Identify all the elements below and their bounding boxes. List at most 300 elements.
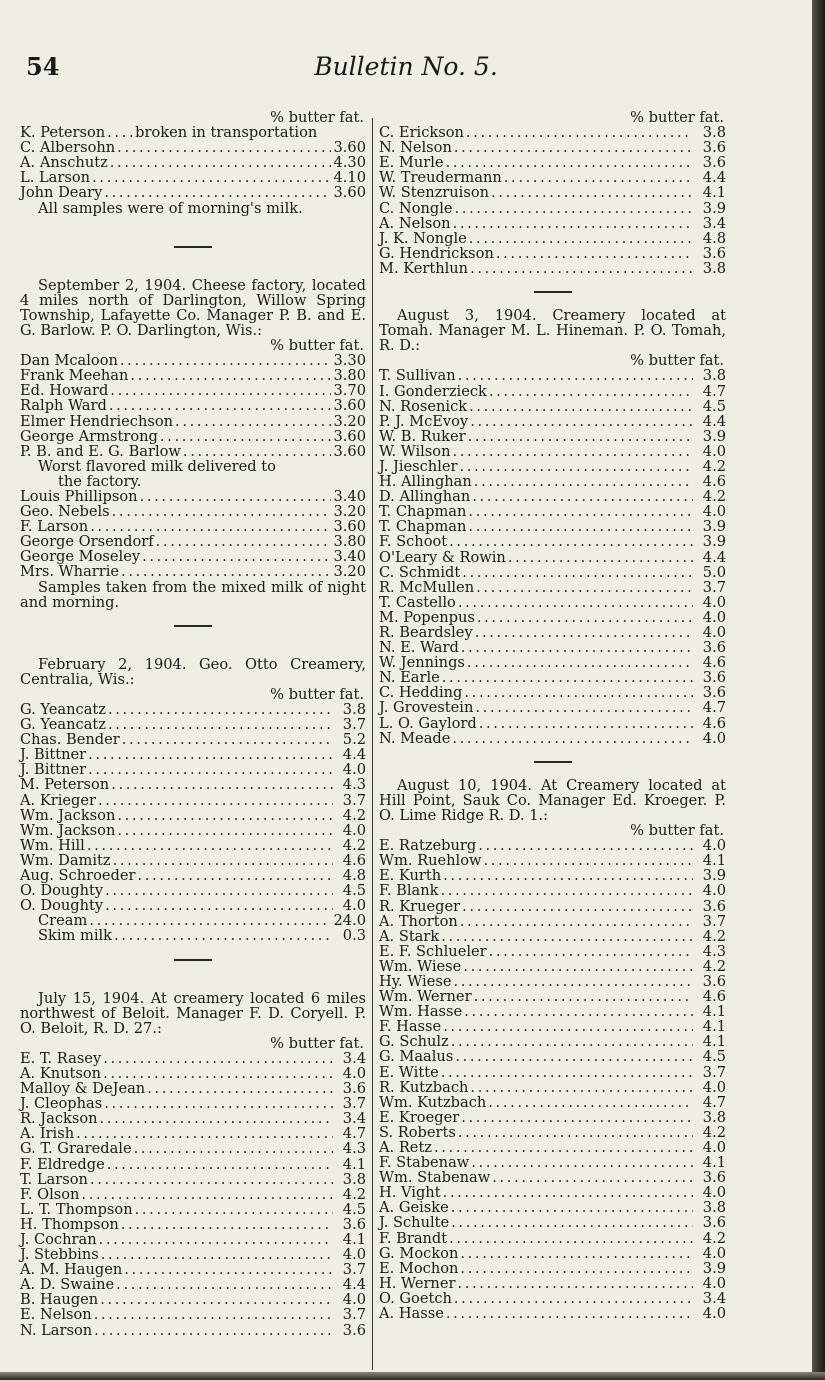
butter-fat-value: 3.6 — [342, 1321, 366, 1339]
butter-fat-value: 4.0 — [702, 442, 726, 460]
patron-name: Dan Mcaloon — [20, 352, 118, 370]
dot-leader — [105, 883, 333, 898]
table-row — [379, 914, 726, 929]
butter-fat-value: 4.0 — [702, 1305, 726, 1323]
table-row — [20, 504, 366, 519]
dot-leader — [462, 565, 693, 580]
dot-leader — [479, 716, 693, 731]
patron-name: Ed. Howard — [20, 382, 109, 400]
table-row — [20, 140, 366, 155]
dot-leader — [441, 929, 693, 944]
patron-name: Cream — [38, 912, 88, 930]
patron-name: R. Beardsley — [379, 624, 473, 641]
right-s1-rows — [379, 125, 726, 276]
table-row — [20, 762, 366, 777]
table-row — [20, 1126, 366, 1141]
patron-name: Louis Phillipson — [20, 487, 138, 505]
dot-leader — [140, 489, 331, 504]
patron-name: Aug. Schroeder — [20, 867, 136, 885]
butter-fat-value: 4.2 — [702, 1229, 726, 1247]
butter-fat-value: 3.8 — [702, 367, 726, 385]
table-row — [379, 838, 726, 853]
patron-name: O. Doughty — [20, 897, 104, 915]
table-row — [20, 898, 366, 913]
butter-fat-value: 4.0 — [702, 503, 726, 521]
patron-name: J. Schulte — [379, 1214, 450, 1232]
table-row — [20, 170, 366, 185]
butter-fat-value: 4.6 — [702, 714, 726, 732]
dot-leader — [451, 1215, 693, 1230]
table-row — [379, 1261, 726, 1276]
dot-leader — [443, 868, 693, 883]
butter-fat-value: 4.1 — [702, 1018, 726, 1036]
table-row — [20, 549, 366, 564]
patron-name: M. Peterson — [20, 776, 110, 794]
dot-leader — [103, 1066, 333, 1081]
butter-fat-value: 3.9 — [702, 533, 726, 551]
butter-fat-value: 3.8 — [702, 259, 726, 277]
patron-name: Wm. Werner — [379, 988, 472, 1006]
butter-fat-value: 4.6 — [702, 473, 726, 491]
patron-name: A. D. Swaine — [20, 1276, 115, 1294]
dot-leader — [137, 868, 333, 883]
patron-name: O. Goetch — [379, 1289, 452, 1307]
patron-name: E. Kurth — [379, 867, 442, 885]
butter-fat-value: 3.20 — [333, 563, 366, 581]
butter-fat-value: 3.6 — [702, 669, 726, 687]
section-intro: September 2, 1904. Cheese factory, located 4 miles north of Darlington, Willow Spring Township, Lafayette Co. Manager P. B. and E. G. Barlow. P. O. Darlington, Wis.: — [20, 276, 366, 339]
butter-fat-value: 4.0 — [342, 1064, 366, 1082]
patron-name: B. Haugen — [20, 1291, 99, 1309]
patron-name: J. Stebbins — [20, 1246, 99, 1264]
table-row — [20, 519, 366, 534]
butter-fat-value: 3.4 — [342, 1110, 366, 1128]
dot-leader — [443, 1185, 693, 1200]
patron-name: S. Roberts — [379, 1123, 456, 1141]
table-row — [379, 1110, 726, 1125]
butter-fat-value: 4.4 — [342, 746, 366, 764]
patron-name: J. Cleophas — [20, 1095, 103, 1113]
patron-name: G. T. Graredale — [20, 1140, 132, 1158]
table-row — [379, 1080, 726, 1095]
butter-fat-value: 3.80 — [333, 367, 366, 385]
dot-leader — [455, 201, 693, 216]
table-row — [20, 1172, 366, 1187]
table-row — [379, 868, 726, 883]
patron-name: J. Cochran — [20, 1231, 97, 1248]
dot-leader — [468, 504, 693, 519]
butter-fat-value: 4.0 — [702, 1184, 726, 1202]
patron-name: W. Jennings — [379, 654, 465, 672]
butter-fat-value: 3.9 — [702, 1259, 726, 1277]
dot-leader — [124, 1262, 333, 1277]
patron-name: G. Hendrickson — [379, 244, 494, 262]
dot-leader — [470, 414, 693, 429]
dot-leader — [183, 444, 331, 459]
patron-name: M. Kerthlun — [379, 259, 469, 277]
running-head: Bulletin No. 5. — [314, 52, 498, 81]
patron-name: F. Brandt — [379, 1229, 448, 1247]
patron-name: N. Larson — [20, 1321, 93, 1339]
table-row — [20, 1262, 366, 1277]
dot-leader — [451, 1200, 693, 1215]
section-intro: August 3, 1904. Creamery located at Tomah. Manager M. L. Hineman. P. O. Tomah, R. D.: — [379, 307, 726, 355]
dot-leader — [104, 185, 330, 200]
patron-name: W. Stenzruison — [379, 184, 490, 202]
table-row — [20, 1202, 366, 1217]
butter-fat-value: 3.60 — [333, 442, 366, 460]
table-row — [379, 429, 726, 444]
butter-fat-value: 5.0 — [702, 563, 726, 581]
dot-leader — [121, 564, 330, 579]
butter-fat-value: 3.6 — [702, 1169, 726, 1187]
patron-name: H. Allinghan — [379, 473, 472, 491]
butter-fat-value: 4.4 — [702, 548, 726, 566]
patron-name: J. Bittner — [20, 761, 87, 779]
butter-fat-value: 4.1 — [702, 184, 726, 202]
table-row — [379, 1095, 726, 1110]
patron-name: Wm. Jackson — [20, 821, 116, 839]
butter-fat-value: 3.7 — [342, 1095, 366, 1113]
dot-leader — [99, 1232, 333, 1247]
table-row — [379, 231, 726, 246]
butter-fat-value: 4.5 — [342, 1200, 366, 1218]
patron-name: E. Kroeger — [379, 1108, 460, 1126]
butter-fat-value: 3.9 — [702, 199, 726, 217]
dot-leader — [112, 504, 331, 519]
section-intro: August 10, 1904. At Creamery located at Hill Point, Sauk Co. Manager Ed. Kroeger. P. O. Lime Ridge R. D. 1.: — [379, 776, 726, 824]
butter-fat-value: 4.4 — [342, 1276, 366, 1294]
dot-leader — [442, 670, 693, 685]
dot-leader — [460, 1261, 693, 1276]
butter-fat-value: 4.5 — [702, 1048, 726, 1066]
butter-fat-value: 4.2 — [702, 927, 726, 945]
patron-name: N. E. Ward — [379, 639, 459, 657]
table-row — [20, 1157, 366, 1172]
butter-fat-value: 4.0 — [702, 1274, 726, 1292]
butter-fat-value: 3.8 — [342, 1170, 366, 1188]
patron-name: A. Anschutz — [20, 154, 108, 172]
patron-name: George Armstrong — [20, 427, 158, 445]
table-header: % butter fat. — [270, 109, 364, 126]
patron-name: R. Jackson — [20, 1110, 98, 1128]
butter-fat-value: 4.0 — [702, 729, 726, 747]
patron-name: Mrs. Wharrie — [20, 563, 120, 581]
dot-leader — [458, 595, 693, 610]
patron-name: O'Leary & Rowin — [379, 548, 506, 566]
patron-name: A. Retz — [379, 1139, 432, 1156]
dot-leader — [440, 883, 693, 898]
butter-fat-value: 4.0 — [342, 1246, 366, 1264]
table-row — [20, 1111, 366, 1126]
butter-fat-value: 3.8 — [342, 701, 366, 718]
dot-leader — [470, 1080, 693, 1095]
patron-name: J. Grovestein — [379, 699, 474, 717]
dot-leader — [463, 959, 693, 974]
butter-fat-value: 3.7 — [342, 1306, 366, 1324]
patron-name: E. T. Rasey — [20, 1049, 102, 1067]
left-column — [20, 110, 366, 1338]
patron-name: John Deary — [20, 184, 103, 202]
butter-fat-value: 4.10 — [333, 169, 366, 187]
patron-name: E. Ratzeburg — [379, 837, 477, 855]
dot-leader — [460, 1246, 693, 1261]
patron-name: H. Werner — [379, 1274, 456, 1292]
butter-fat-value: 3.70 — [333, 382, 366, 400]
table-row — [379, 580, 726, 595]
patron-name: N. Meade — [379, 729, 451, 747]
table-row — [20, 155, 366, 170]
dot-leader — [453, 974, 693, 989]
table-row — [20, 1081, 366, 1096]
table-row — [20, 928, 366, 943]
patron-name: T. Sullivan — [379, 367, 456, 385]
butter-fat-value: 3.6 — [702, 154, 726, 172]
patron-name: Wm. Stabenaw — [379, 1169, 491, 1187]
table-row — [379, 201, 726, 216]
butter-fat-value: 3.8 — [702, 1199, 726, 1217]
patron-name: Chas. Bender — [20, 731, 120, 749]
table-row — [379, 1140, 726, 1155]
patron-name: A. Hasse — [379, 1305, 444, 1323]
patron-name: W. Wilson — [379, 442, 451, 460]
dot-leader — [461, 1110, 693, 1125]
section-note: the factory. — [58, 472, 142, 490]
butter-fat-value: 3.6 — [702, 139, 726, 157]
patron-name: O. Doughty — [20, 882, 104, 900]
table-row — [20, 777, 366, 792]
patron-name: F. Hasse — [379, 1018, 442, 1036]
table-row — [20, 1247, 366, 1262]
patron-name: E. Mochon — [379, 1259, 459, 1277]
dot-leader — [147, 1081, 333, 1096]
dot-leader — [457, 1276, 693, 1291]
table-row — [379, 853, 726, 868]
patron-name: Frank Meehan — [20, 367, 129, 385]
patron-name: E. F. Schlueler — [379, 942, 487, 960]
table-row — [379, 1185, 726, 1200]
dot-leader — [491, 185, 693, 200]
dot-leader — [489, 944, 693, 959]
table-row — [379, 610, 726, 625]
patron-name: C. Erickson — [379, 124, 464, 142]
patron-name: N. Rosenick — [379, 397, 468, 415]
left-s2-rows-b — [20, 489, 366, 580]
dot-leader — [460, 459, 694, 474]
butter-fat-value: 3.60 — [333, 139, 366, 157]
butter-fat-value: 3.9 — [702, 518, 726, 536]
dot-leader — [441, 1065, 693, 1080]
patron-name: Wm. Jackson — [20, 806, 116, 824]
table-row — [20, 823, 366, 838]
dot-leader — [508, 550, 693, 565]
patron-name: G. Yeancatz — [20, 701, 106, 718]
dot-leader — [496, 246, 693, 261]
butter-fat-value: 3.8 — [702, 1108, 726, 1126]
patron-name: T. Chapman — [379, 518, 467, 536]
butter-fat-value: 4.4 — [702, 412, 726, 430]
dot-leader — [504, 170, 693, 185]
butter-fat-value: 4.2 — [342, 806, 366, 824]
table-row — [20, 1232, 366, 1247]
dot-leader — [122, 732, 333, 747]
dot-leader — [452, 731, 693, 746]
patron-name: T. Chapman — [379, 503, 467, 521]
table-row — [379, 1019, 726, 1034]
table-header: % butter fat. — [630, 352, 724, 370]
right-s2-rows — [379, 368, 726, 745]
patron-name: Ralph Ward — [20, 397, 107, 415]
table-row — [379, 216, 726, 231]
butter-fat-value: 3.6 — [702, 244, 726, 262]
table-row — [379, 185, 726, 200]
table-row — [20, 717, 366, 732]
butter-fat-value: 5.2 — [342, 731, 366, 749]
patron-name: F. Eldredge — [20, 1155, 105, 1173]
patron-name: Hy. Wiese — [379, 972, 452, 990]
patron-name: P. J. McEvoy — [379, 412, 469, 430]
left-s2-rows-a — [20, 353, 366, 459]
dot-leader — [88, 762, 333, 777]
table-row — [20, 1187, 366, 1202]
dot-leader — [475, 625, 693, 640]
butter-fat-value: 3.6 — [342, 1215, 366, 1233]
section-note: All samples were of morning's milk. — [38, 199, 303, 217]
table-row — [379, 459, 726, 474]
dot-leader — [110, 155, 331, 170]
patron-name: A. Irish — [20, 1125, 75, 1143]
table-row — [379, 1004, 726, 1019]
table-row — [20, 1096, 366, 1111]
butter-fat-value: 4.0 — [342, 761, 366, 779]
patron-name: Malloy & DeJean — [20, 1080, 146, 1098]
butter-fat-value: 3.8 — [702, 124, 726, 142]
butter-fat-value: 4.2 — [702, 1123, 726, 1141]
table-row — [379, 640, 726, 655]
dot-leader — [449, 1231, 693, 1246]
patron-name: C. Schmidt — [379, 563, 461, 581]
table-row — [20, 368, 366, 383]
table-row — [379, 550, 726, 565]
dot-leader — [116, 1277, 333, 1292]
table-row — [379, 565, 726, 580]
table-row — [379, 883, 726, 898]
butter-fat-value: 4.0 — [342, 1291, 366, 1309]
butter-fat-value: 3.7 — [702, 912, 726, 930]
section-intro: July 15, 1904. At creamery located 6 miles northwest of Beloit. Manager F. D. Coryell. P. O. Beloit, R. D. 27.: — [20, 989, 366, 1037]
section-note: Samples taken from the mixed milk of night and morning. — [20, 578, 366, 611]
dot-leader — [446, 1306, 693, 1321]
butter-fat-value: 24.0 — [333, 912, 366, 930]
butter-fat-value: 3.4 — [702, 214, 726, 232]
butter-fat-value: 4.0 — [702, 837, 726, 855]
patron-name: W. B. Ruker — [379, 427, 466, 445]
table-row — [379, 670, 726, 685]
dot-leader — [135, 1202, 333, 1217]
dot-leader — [449, 534, 693, 549]
patron-name: T. Castello — [379, 593, 456, 611]
dot-leader — [76, 1126, 333, 1141]
patron-name: D. Allinghan — [379, 488, 471, 506]
butter-fat-value: 4.0 — [342, 821, 366, 839]
table-row — [379, 700, 726, 715]
dot-leader — [101, 1247, 333, 1262]
dot-leader — [107, 1157, 333, 1172]
dot-leader — [472, 489, 693, 504]
table-row — [379, 1049, 726, 1064]
dot-leader — [114, 928, 333, 943]
patron-name: J. Bittner — [20, 746, 87, 764]
table-row — [379, 989, 726, 1004]
table-row — [379, 399, 726, 414]
right-s3-rows — [379, 838, 726, 1321]
table-row — [20, 489, 366, 504]
table-row — [379, 125, 726, 140]
table-row — [20, 1217, 366, 1232]
dot-leader — [142, 549, 330, 564]
patron-name: Geo. Nebels — [20, 503, 110, 521]
patron-name: R. McMullen — [379, 578, 475, 596]
table-row — [20, 353, 366, 368]
dot-leader — [475, 700, 693, 715]
butter-fat-value: 3.4 — [342, 1049, 366, 1067]
dot-leader — [117, 808, 333, 823]
dot-leader — [104, 1096, 333, 1111]
butter-fat-value: 3.6 — [702, 684, 726, 702]
butter-fat-value: 3.40 — [333, 487, 366, 505]
patron-name: George Moseley — [20, 548, 141, 566]
patron-name: Elmer Hendriechson — [20, 412, 174, 430]
table-row — [379, 685, 726, 700]
table-row — [379, 155, 726, 170]
table-row — [379, 944, 726, 959]
butter-fat-value: 4.8 — [342, 867, 366, 885]
dot-leader — [98, 793, 333, 808]
dot-leader — [105, 898, 333, 913]
butter-fat-value: 3.6 — [342, 1080, 366, 1098]
table-row — [20, 913, 366, 928]
table-row — [20, 793, 366, 808]
butter-fat-value: 4.0 — [342, 897, 366, 915]
table-row — [379, 1155, 726, 1170]
table-row — [20, 444, 366, 459]
table-header: % butter fat. — [630, 822, 724, 840]
patron-name: H. Vight — [379, 1184, 441, 1202]
table-row — [20, 185, 366, 200]
table-row — [20, 853, 366, 868]
butter-fat-value: broken in transportation — [135, 124, 318, 142]
table-row — [20, 1323, 366, 1338]
table-row — [20, 1066, 366, 1081]
butter-fat-value: 4.7 — [702, 382, 726, 400]
patron-name: N. Earle — [379, 669, 440, 687]
butter-fat-value: 3.60 — [333, 397, 366, 415]
butter-fat-value: 3.20 — [333, 412, 366, 430]
butter-fat-value: 3.20 — [333, 503, 366, 521]
table-row — [20, 534, 366, 549]
patron-name: F. Larson — [20, 518, 89, 536]
butter-fat-value: 4.2 — [702, 488, 726, 506]
patron-name: A. Krieger — [20, 791, 96, 809]
dot-leader — [81, 1187, 333, 1202]
dot-leader — [468, 519, 693, 534]
table-row — [20, 732, 366, 747]
dot-leader — [455, 1049, 693, 1064]
dot-leader — [454, 140, 693, 155]
patron-name: Wm. Kutzbach — [379, 1093, 487, 1111]
dot-leader — [110, 383, 330, 398]
table-row — [20, 125, 366, 140]
